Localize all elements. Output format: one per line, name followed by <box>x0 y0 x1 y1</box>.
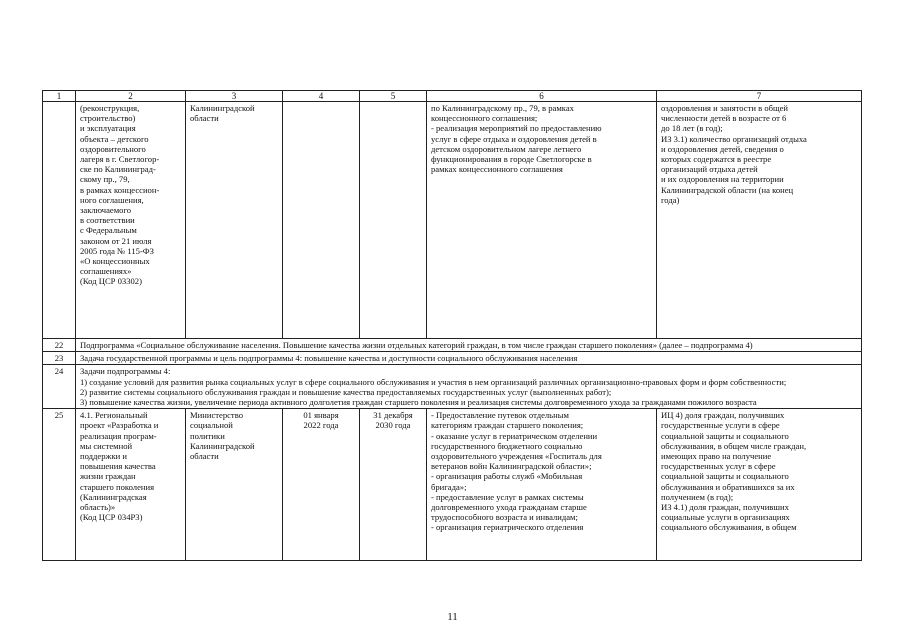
event-name-cell: 4.1. Региональный проект «Разработка и реализация програм- мы системной поддержки и повышения качества жизни граждан старшего поколения (Калининградская область)» (Код ЦСР 034P3) <box>76 409 186 561</box>
end-date-cell <box>360 102 427 339</box>
tasks-cell: Задачи подпрограммы 4: 1) создание условий для развития рынка социальных услуг в сфере социального обслуживания и участия в нем организаций различных организационно-правовых форм и форм собственности; 2) развитие системы социального обслуживания граждан и повышение качества предоставляемых государственных услуг (выполненных работ); 3) повышение качества жизни, увеличение периода активного долголетия граждан старшего поколения и реализация системы долговременного ухода за гражданами пожилого возраста <box>76 365 862 409</box>
table-row <box>43 352 862 365</box>
event-name-cell: (реконструкция, строительство) и эксплуатация объекта – детского оздоровительного лагеря в г. Светлогор- ске по Калининград- скому пр., 79, в рамках концессион- ного соглашения, заключаемого в соответствии с Федеральным законом от 21 июля 2005 года № 115-ФЗ «О концессионных соглашениях» (Код ЦСР 03302) <box>76 102 186 339</box>
content-cell: по Калининградскому пр., 79, в рамках концессионного соглашения; - реализация мероприятий по предоставлению услуг в сфере отдыха и оздоровления детей в детском оздоровительном лагере летнего функционирования в городе Светлогорске в рамках концессионного соглашения <box>427 102 657 339</box>
page-number: 11 <box>447 611 458 623</box>
table-row <box>43 365 862 409</box>
row-number-cell: 23 <box>43 352 76 365</box>
column-header: 3 <box>186 91 283 102</box>
start-date-cell <box>283 102 360 339</box>
document-page <box>42 90 861 561</box>
goal-cell: Задача государственной программы и цель подпрограммы 4: повышение качества и доступности социального обслуживания населения <box>76 352 862 365</box>
table-row <box>43 339 862 352</box>
column-header: 4 <box>283 91 360 102</box>
column-header: 6 <box>427 91 657 102</box>
row-number-cell <box>43 102 76 339</box>
row-number-cell: 22 <box>43 339 76 352</box>
column-header: 5 <box>360 91 427 102</box>
column-header-row <box>43 91 862 102</box>
executor-cell: Министерство социальной политики Калининградской области <box>186 409 283 561</box>
subprogram-title-cell: Подпрограмма «Социальное обслуживание населения. Повышение качества жизни отдельных категорий граждан, в том числе граждан старшего поколения» (далее – подпрограмма 4) <box>76 339 862 352</box>
end-date-cell: 31 декабря 2030 года <box>360 409 427 561</box>
row-number-cell: 24 <box>43 365 76 409</box>
row-number-cell: 25 <box>43 409 76 561</box>
indicator-cell: оздоровления и занятости в общей численности детей в возрасте от 6 до 18 лет (в год); ИЗ 3.1) количество организаций отдыха и оздоровления детей, сведения о которых содержатся в реестре организаций отдыха детей и их оздоровления на территории Калининградской области (на конец года) <box>657 102 862 339</box>
indicator-cell: ИЦ 4) доля граждан, получивших государственные услуги в сфере социальной защиты и социального обслуживания, в общем числе граждан, имеющих право на получение государственных услуг в сфере социальной защиты и социального обслуживания и обратившихся за их получением (в год); ИЗ 4.1) доля граждан, получивших социальные услуги в организациях социального обслуживания, в общем <box>657 409 862 561</box>
executor-cell: Калининградской области <box>186 102 283 339</box>
program-table <box>42 90 862 561</box>
start-date-cell: 01 января 2022 года <box>283 409 360 561</box>
column-header: 7 <box>657 91 862 102</box>
table-row <box>43 102 862 339</box>
column-header: 1 <box>43 91 76 102</box>
column-header: 2 <box>76 91 186 102</box>
content-cell: - Предоставление путевок отдельным категориям граждан старшего поколения; - оказание услуг в гериатрическом отделении государственного бюджетного социально оздоровительного учреждения «Госпиталь для ветеранов войн Калининградской области»; - организация работы служб «Мобильная бригада»; - предоставление услуг в рамках системы долговременного ухода гражданам старше трудоспособного возраста и инвалидам; - организация гериатрического отделения <box>427 409 657 561</box>
table-row <box>43 409 862 561</box>
